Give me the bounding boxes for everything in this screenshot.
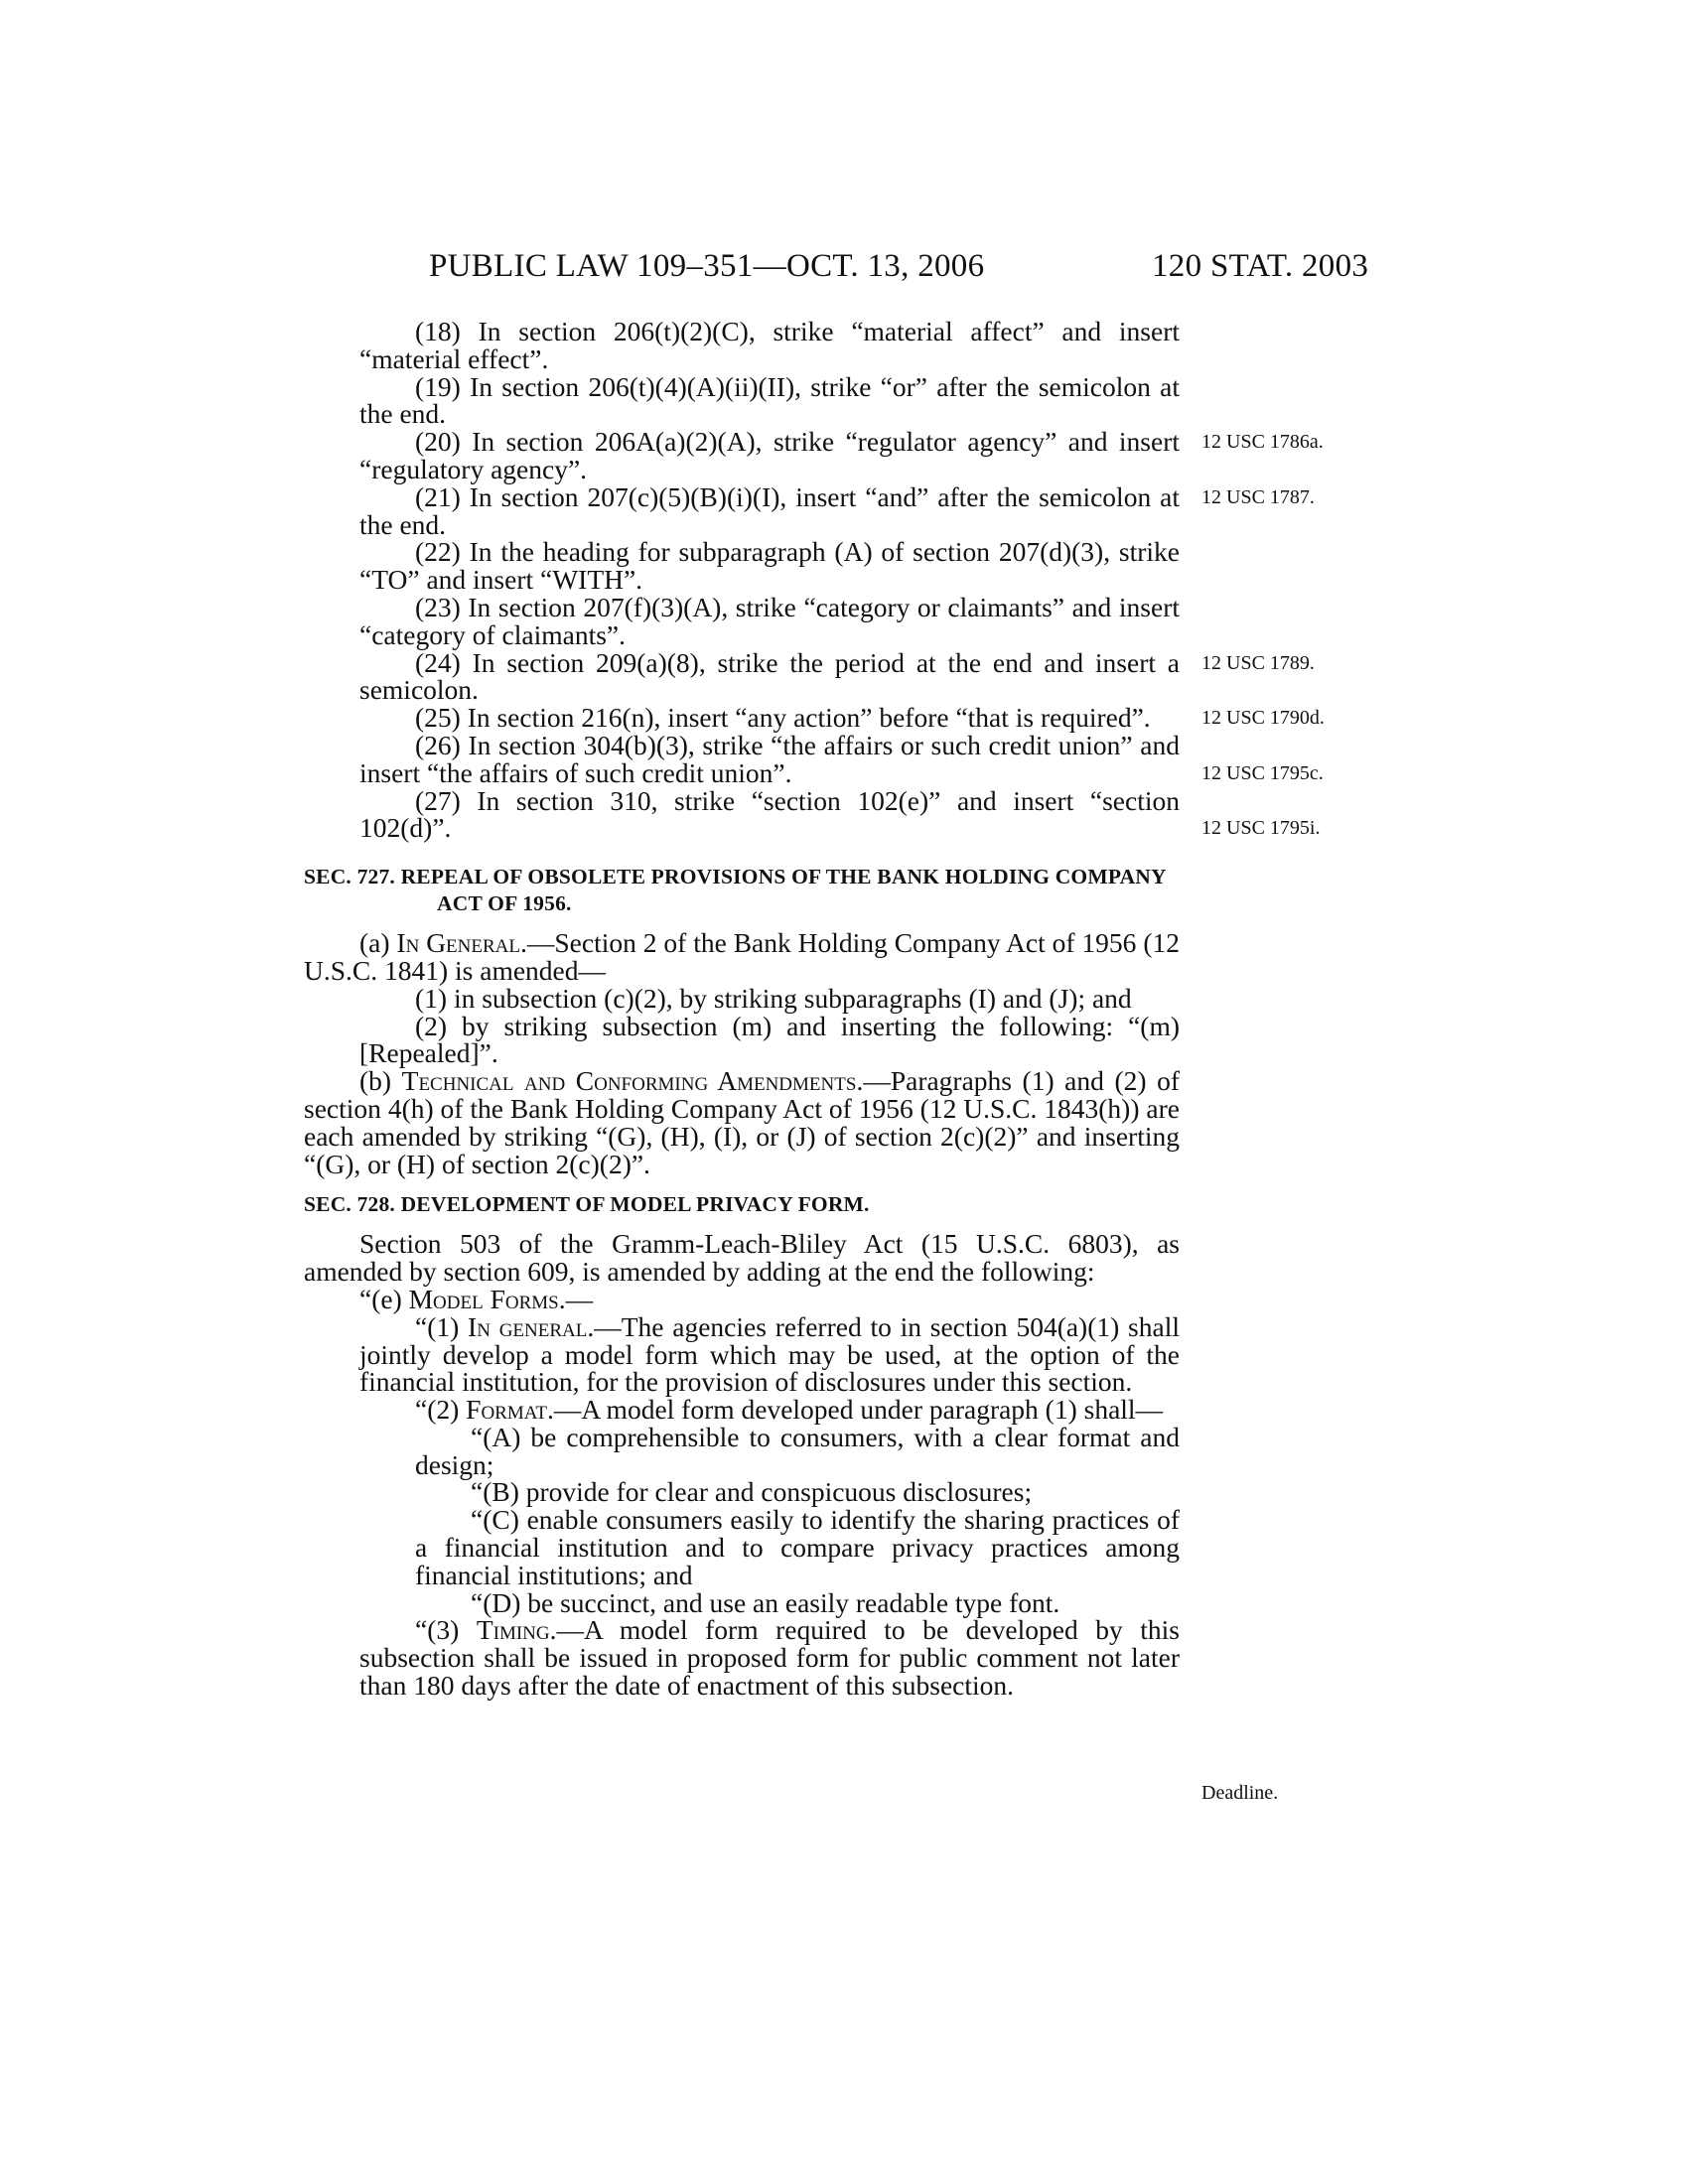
amendment-item: (25) In section 216(n), insert “any action” before “that is required”.: [415, 702, 1151, 734]
margin-note-usc: 12 USC 1795i.: [1201, 817, 1321, 839]
paragraph-caption: In general: [468, 1310, 588, 1342]
amendment-item: (18) In section 206(t)(2)(C), strike “material affect” and insert “material effect”.: [359, 316, 1180, 374]
paragraph-2: [359, 1396, 1180, 1424]
subsection-label: “(e): [359, 1283, 409, 1314]
subsection-b: [304, 1067, 1180, 1177]
paragraph-caption: Format: [466, 1394, 547, 1426]
section-intro: Section 503 of the Gramm-Leach-Bliley Act (15 U.S.C. 6803), as amended by section 609, is amended by adding at the end the following:: [304, 1228, 1180, 1288]
margin-note-deadline: Deadline.: [1201, 1782, 1279, 1804]
margin-note-usc: 12 USC 1786a.: [1201, 431, 1324, 453]
paragraph-text: .—The agencies referred to in section 504(a)(1) shall jointly develop a model form which may be used, at the option of the financial institution, for the provision of disclosures under this section.: [359, 1310, 1180, 1398]
paragraph-text: .—A model form required to be developed by this subsection shall be issued in proposed form for public comment not later than 180 days after the date of enactment of this subsection.: [359, 1614, 1180, 1702]
subsection-a: [304, 929, 1180, 985]
margin-note-usc: 12 USC 1790d.: [1201, 707, 1325, 729]
subparagraph-A: “(A) be comprehensible to consumers, with a clear format and design;: [415, 1421, 1180, 1480]
paragraph-label: “(3): [415, 1614, 477, 1646]
subsection-text: .—Paragraphs (1) and (2) of section 4(h) of the Bank Holding Company Act of 1956 (12 U.S.C. 1843(h)) are each amended by striking “(G), (H), (I), or (J) of section 2(c)(2)” and inserting “(G), or (H) of section 2(c)(2)”.: [304, 1065, 1180, 1179]
paragraph-1: (1) in subsection (c)(2), by striking subparagraphs (I) and (J); and: [415, 982, 1132, 1014]
section-heading-728: SEC. 728. DEVELOPMENT OF MODEL PRIVACY FORM.: [304, 1192, 870, 1217]
amendment-item: (22) In the heading for subparagraph (A) of section 207(d)(3), strike “TO” and insert “WITH”.: [359, 536, 1180, 596]
subsection-label: (a): [359, 927, 397, 959]
amendment-item: (23) In section 207(f)(3)(A), strike “category or claimants” and insert “category of claimants”.: [359, 591, 1180, 650]
paragraph-label: “(2): [415, 1394, 467, 1426]
subparagraph-D: “(D) be succinct, and use an easily readable type font.: [471, 1586, 1060, 1618]
amendment-item: (24) In section 209(a)(8), strike the period at the end and insert a semicolon.: [359, 646, 1180, 706]
subsection-text: .—: [558, 1283, 594, 1314]
margin-note-usc: 12 USC 1789.: [1201, 652, 1315, 674]
paragraph-3: [359, 1614, 1180, 1702]
paragraph-1: [359, 1310, 1180, 1398]
subsection-caption: In General: [396, 927, 520, 959]
subparagraph-B: “(B) provide for clear and conspicuous disclosures;: [471, 1476, 1033, 1508]
amendment-item: (21) In section 207(c)(5)(B)(i)(I), insert “and” after the semicolon at the end.: [359, 480, 1180, 540]
margin-note-usc: 12 USC 1795c.: [1201, 762, 1324, 784]
subsection-caption: Model Forms: [408, 1283, 559, 1314]
subsection-label: (b): [359, 1065, 402, 1097]
page-number: 120 STAT. 2003: [1152, 248, 1369, 284]
subsection-e: [304, 1283, 1180, 1314]
amendment-item: (20) In section 206A(a)(2)(A), strike “regulator agency” and insert “regulatory agency”.: [359, 426, 1180, 484]
paragraph-caption: Timing: [476, 1614, 550, 1646]
amendment-item: (27) In section 310, strike “section 102(e)” and insert “section 102(d)”.: [359, 784, 1180, 844]
amendment-item: (26) In section 304(b)(3), strike “the affairs or such credit union” and insert “the affairs of such credit union”.: [359, 729, 1180, 788]
running-header-left: PUBLIC LAW 109–351—OCT. 13, 2006: [429, 248, 985, 284]
paragraph-2: (2) by striking subsection (m) and inserting the following: “(m) [Repealed]”.: [359, 1010, 1180, 1069]
paragraph-label: “(1): [415, 1310, 469, 1342]
amendment-item: (19) In section 206(t)(4)(A)(ii)(II), strike “or” after the semicolon at the end.: [359, 370, 1180, 430]
subsection-caption: Technical and Conforming Amendments: [401, 1065, 857, 1097]
document-body: [304, 318, 1180, 1700]
subparagraph-C: “(C) enable consumers easily to identify the sharing practices of a financial institution and to compare privacy practices among financial institutions; and: [415, 1504, 1180, 1590]
margin-note-usc: 12 USC 1787.: [1201, 486, 1315, 508]
subsection-text: .—Section 2 of the Bank Holding Company Act of 1956 (12 U.S.C. 1841) is amended—: [304, 927, 1180, 986]
section-heading-727: SEC. 727. REPEAL OF OBSOLETE PROVISIONS OF THE BANK HOLDING COMPANY ACT OF 1956.: [304, 865, 1166, 916]
paragraph-text: .—A model form developed under paragraph (1) shall—: [546, 1394, 1164, 1426]
